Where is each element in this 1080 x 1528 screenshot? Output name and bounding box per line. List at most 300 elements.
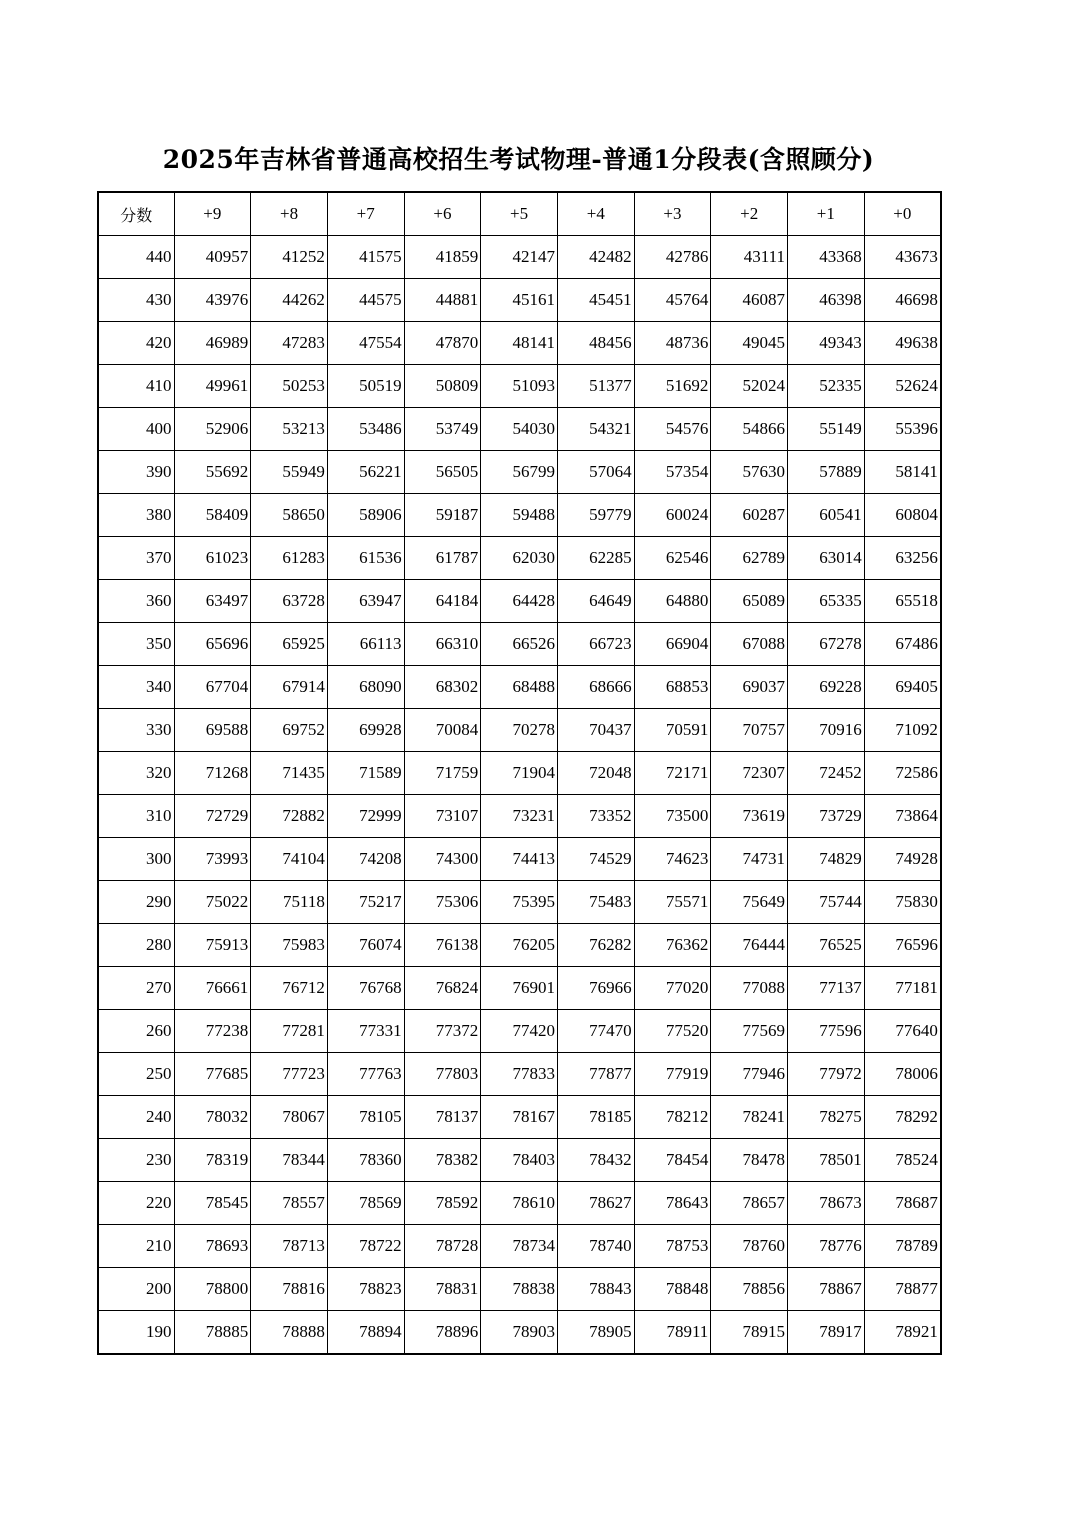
count-cell: 72171: [634, 752, 711, 795]
count-cell: 60287: [711, 494, 788, 537]
count-cell: 66113: [327, 623, 404, 666]
table-row: [98, 838, 941, 881]
table-row: [98, 279, 941, 322]
count-cell: 76362: [634, 924, 711, 967]
count-cell: 76074: [327, 924, 404, 967]
score-cell: 290: [98, 881, 174, 924]
score-cell: 350: [98, 623, 174, 666]
count-cell: 74529: [557, 838, 634, 881]
count-cell: 65696: [174, 623, 251, 666]
count-cell: 75483: [557, 881, 634, 924]
count-cell: 62789: [711, 537, 788, 580]
count-cell: 72048: [557, 752, 634, 795]
count-cell: 49638: [864, 322, 941, 365]
count-cell: 78610: [481, 1182, 558, 1225]
count-cell: 58141: [864, 451, 941, 494]
count-cell: 78728: [404, 1225, 481, 1268]
score-cell: 420: [98, 322, 174, 365]
count-cell: 77520: [634, 1010, 711, 1053]
table-row: [98, 1268, 941, 1311]
count-cell: 40957: [174, 236, 251, 279]
score-cell: 220: [98, 1182, 174, 1225]
count-cell: 52624: [864, 365, 941, 408]
count-cell: 75217: [327, 881, 404, 924]
count-cell: 77803: [404, 1053, 481, 1096]
count-cell: 55149: [788, 408, 865, 451]
count-cell: 78867: [788, 1268, 865, 1311]
count-cell: 78592: [404, 1182, 481, 1225]
count-cell: 69752: [251, 709, 328, 752]
count-cell: 61283: [251, 537, 328, 580]
count-cell: 57064: [557, 451, 634, 494]
table-row: [98, 580, 941, 623]
table-row: [98, 967, 941, 1010]
count-cell: 52906: [174, 408, 251, 451]
count-cell: 77372: [404, 1010, 481, 1053]
column-header-offset: +0: [864, 192, 941, 236]
score-cell: 260: [98, 1010, 174, 1053]
count-cell: 77020: [634, 967, 711, 1010]
count-cell: 54576: [634, 408, 711, 451]
table-row: [98, 1182, 941, 1225]
count-cell: 78831: [404, 1268, 481, 1311]
count-cell: 55396: [864, 408, 941, 451]
count-cell: 44575: [327, 279, 404, 322]
count-cell: 78915: [711, 1311, 788, 1355]
table-row: [98, 408, 941, 451]
count-cell: 73352: [557, 795, 634, 838]
count-cell: 78292: [864, 1096, 941, 1139]
count-cell: 78894: [327, 1311, 404, 1355]
table-row: [98, 537, 941, 580]
count-cell: 65925: [251, 623, 328, 666]
count-cell: 56505: [404, 451, 481, 494]
count-cell: 78403: [481, 1139, 558, 1182]
column-header-offset: +9: [174, 192, 251, 236]
count-cell: 44262: [251, 279, 328, 322]
score-cell: 200: [98, 1268, 174, 1311]
count-cell: 73729: [788, 795, 865, 838]
count-cell: 60804: [864, 494, 941, 537]
count-cell: 78753: [634, 1225, 711, 1268]
count-cell: 62030: [481, 537, 558, 580]
count-cell: 78643: [634, 1182, 711, 1225]
count-cell: 74731: [711, 838, 788, 881]
score-cell: 250: [98, 1053, 174, 1096]
count-cell: 78501: [788, 1139, 865, 1182]
count-cell: 53486: [327, 408, 404, 451]
table-row: [98, 1225, 941, 1268]
count-cell: 55949: [251, 451, 328, 494]
count-cell: 77331: [327, 1010, 404, 1053]
count-cell: 78275: [788, 1096, 865, 1139]
column-header-offset: +1: [788, 192, 865, 236]
count-cell: 51093: [481, 365, 558, 408]
table-row: [98, 322, 941, 365]
count-cell: 77238: [174, 1010, 251, 1053]
count-cell: 57889: [788, 451, 865, 494]
count-cell: 72586: [864, 752, 941, 795]
count-cell: 63497: [174, 580, 251, 623]
count-cell: 75022: [174, 881, 251, 924]
count-cell: 78800: [174, 1268, 251, 1311]
count-cell: 41575: [327, 236, 404, 279]
count-cell: 73500: [634, 795, 711, 838]
count-cell: 74623: [634, 838, 711, 881]
count-cell: 78734: [481, 1225, 558, 1268]
score-cell: 390: [98, 451, 174, 494]
count-cell: 75306: [404, 881, 481, 924]
count-cell: 46087: [711, 279, 788, 322]
count-cell: 77763: [327, 1053, 404, 1096]
count-cell: 74300: [404, 838, 481, 881]
count-cell: 77596: [788, 1010, 865, 1053]
count-cell: 78006: [864, 1053, 941, 1096]
count-cell: 53749: [404, 408, 481, 451]
count-cell: 57354: [634, 451, 711, 494]
count-cell: 67704: [174, 666, 251, 709]
count-cell: 77919: [634, 1053, 711, 1096]
count-cell: 70916: [788, 709, 865, 752]
count-cell: 51377: [557, 365, 634, 408]
count-cell: 60541: [788, 494, 865, 537]
table-row: [98, 709, 941, 752]
count-cell: 72882: [251, 795, 328, 838]
count-cell: 59488: [481, 494, 558, 537]
count-cell: 76282: [557, 924, 634, 967]
count-cell: 68666: [557, 666, 634, 709]
count-cell: 63256: [864, 537, 941, 580]
count-cell: 78921: [864, 1311, 941, 1355]
count-cell: 42482: [557, 236, 634, 279]
count-cell: 67914: [251, 666, 328, 709]
count-cell: 77569: [711, 1010, 788, 1053]
page-title: 2025年吉林省普通高校招生考试物理-普通1分段表(含照顾分): [162, 145, 875, 174]
count-cell: 78137: [404, 1096, 481, 1139]
count-cell: 69928: [327, 709, 404, 752]
table-row: [98, 1311, 941, 1355]
count-cell: 71268: [174, 752, 251, 795]
count-cell: 43111: [711, 236, 788, 279]
count-cell: 50809: [404, 365, 481, 408]
count-cell: 54866: [711, 408, 788, 451]
count-cell: 75830: [864, 881, 941, 924]
count-cell: 69228: [788, 666, 865, 709]
table-body: [98, 236, 941, 1355]
count-cell: 78627: [557, 1182, 634, 1225]
count-cell: 78848: [634, 1268, 711, 1311]
table-row: [98, 795, 941, 838]
count-cell: 73619: [711, 795, 788, 838]
count-cell: 74104: [251, 838, 328, 881]
count-cell: 64428: [481, 580, 558, 623]
count-cell: 61023: [174, 537, 251, 580]
count-cell: 78478: [711, 1139, 788, 1182]
count-cell: 71904: [481, 752, 558, 795]
count-cell: 77640: [864, 1010, 941, 1053]
column-header-offset: +5: [481, 192, 558, 236]
table-row: [98, 494, 941, 537]
table-row: [98, 451, 941, 494]
score-distribution-table: [97, 191, 942, 1355]
count-cell: 78382: [404, 1139, 481, 1182]
count-cell: 78687: [864, 1182, 941, 1225]
count-cell: 47554: [327, 322, 404, 365]
count-cell: 78905: [557, 1311, 634, 1355]
count-cell: 75983: [251, 924, 328, 967]
count-cell: 72452: [788, 752, 865, 795]
count-cell: 78911: [634, 1311, 711, 1355]
table-row: [98, 1053, 941, 1096]
count-cell: 74208: [327, 838, 404, 881]
count-cell: 76661: [174, 967, 251, 1010]
count-cell: 51692: [634, 365, 711, 408]
count-cell: 76138: [404, 924, 481, 967]
count-cell: 56221: [327, 451, 404, 494]
score-cell: 320: [98, 752, 174, 795]
count-cell: 76596: [864, 924, 941, 967]
count-cell: 78903: [481, 1311, 558, 1355]
count-cell: 65518: [864, 580, 941, 623]
count-cell: 48141: [481, 322, 558, 365]
count-cell: 67088: [711, 623, 788, 666]
count-cell: 58906: [327, 494, 404, 537]
count-cell: 78789: [864, 1225, 941, 1268]
count-cell: 78185: [557, 1096, 634, 1139]
count-cell: 53213: [251, 408, 328, 451]
count-cell: 68853: [634, 666, 711, 709]
count-cell: 77877: [557, 1053, 634, 1096]
count-cell: 68302: [404, 666, 481, 709]
score-cell: 330: [98, 709, 174, 752]
count-cell: 73993: [174, 838, 251, 881]
count-cell: 66904: [634, 623, 711, 666]
count-cell: 48456: [557, 322, 634, 365]
column-header-offset: +3: [634, 192, 711, 236]
count-cell: 71092: [864, 709, 941, 752]
count-cell: 78657: [711, 1182, 788, 1225]
count-cell: 42147: [481, 236, 558, 279]
score-cell: 400: [98, 408, 174, 451]
count-cell: 75571: [634, 881, 711, 924]
count-cell: 45451: [557, 279, 634, 322]
column-header-offset: +4: [557, 192, 634, 236]
count-cell: 78454: [634, 1139, 711, 1182]
count-cell: 43368: [788, 236, 865, 279]
table-row: [98, 236, 941, 279]
count-cell: 69405: [864, 666, 941, 709]
count-cell: 70757: [711, 709, 788, 752]
score-cell: 270: [98, 967, 174, 1010]
count-cell: 75395: [481, 881, 558, 924]
count-cell: 78319: [174, 1139, 251, 1182]
count-cell: 73231: [481, 795, 558, 838]
score-cell: 240: [98, 1096, 174, 1139]
count-cell: 75913: [174, 924, 251, 967]
count-cell: 77088: [711, 967, 788, 1010]
count-cell: 70591: [634, 709, 711, 752]
count-cell: 78816: [251, 1268, 328, 1311]
count-cell: 78838: [481, 1268, 558, 1311]
count-cell: 68488: [481, 666, 558, 709]
count-cell: 78557: [251, 1182, 328, 1225]
count-cell: 67486: [864, 623, 941, 666]
count-cell: 58409: [174, 494, 251, 537]
count-cell: 74829: [788, 838, 865, 881]
count-cell: 64649: [557, 580, 634, 623]
count-cell: 71589: [327, 752, 404, 795]
count-cell: 49343: [788, 322, 865, 365]
table-row: [98, 623, 941, 666]
table-row: [98, 881, 941, 924]
count-cell: 68090: [327, 666, 404, 709]
count-cell: 62285: [557, 537, 634, 580]
count-cell: 73107: [404, 795, 481, 838]
count-cell: 72999: [327, 795, 404, 838]
count-cell: 75649: [711, 881, 788, 924]
count-cell: 78241: [711, 1096, 788, 1139]
score-cell: 300: [98, 838, 174, 881]
count-cell: 58650: [251, 494, 328, 537]
count-cell: 72307: [711, 752, 788, 795]
count-cell: 78856: [711, 1268, 788, 1311]
count-cell: 47870: [404, 322, 481, 365]
count-cell: 78776: [788, 1225, 865, 1268]
table-row: [98, 924, 941, 967]
count-cell: 76901: [481, 967, 558, 1010]
count-cell: 78888: [251, 1311, 328, 1355]
score-cell: 280: [98, 924, 174, 967]
count-cell: 77181: [864, 967, 941, 1010]
count-cell: 69588: [174, 709, 251, 752]
count-cell: 78432: [557, 1139, 634, 1182]
count-cell: 59187: [404, 494, 481, 537]
count-cell: 76525: [788, 924, 865, 967]
score-cell: 410: [98, 365, 174, 408]
count-cell: 54321: [557, 408, 634, 451]
count-cell: 50519: [327, 365, 404, 408]
score-cell: 360: [98, 580, 174, 623]
count-cell: 73864: [864, 795, 941, 838]
count-cell: 76444: [711, 924, 788, 967]
score-cell: 370: [98, 537, 174, 580]
count-cell: 62546: [634, 537, 711, 580]
count-cell: 77470: [557, 1010, 634, 1053]
count-cell: 77685: [174, 1053, 251, 1096]
count-cell: 41252: [251, 236, 328, 279]
count-cell: 78167: [481, 1096, 558, 1139]
count-cell: 77972: [788, 1053, 865, 1096]
count-cell: 75118: [251, 881, 328, 924]
count-cell: 76966: [557, 967, 634, 1010]
score-cell: 230: [98, 1139, 174, 1182]
count-cell: 66526: [481, 623, 558, 666]
count-cell: 75744: [788, 881, 865, 924]
count-cell: 78212: [634, 1096, 711, 1139]
count-cell: 78344: [251, 1139, 328, 1182]
count-cell: 77833: [481, 1053, 558, 1096]
count-cell: 52024: [711, 365, 788, 408]
count-cell: 78545: [174, 1182, 251, 1225]
score-cell: 210: [98, 1225, 174, 1268]
table-row: [98, 752, 941, 795]
count-cell: 78105: [327, 1096, 404, 1139]
count-cell: 71435: [251, 752, 328, 795]
count-cell: 43976: [174, 279, 251, 322]
count-cell: 63947: [327, 580, 404, 623]
column-header-offset: +7: [327, 192, 404, 236]
count-cell: 65335: [788, 580, 865, 623]
count-cell: 70278: [481, 709, 558, 752]
count-cell: 56799: [481, 451, 558, 494]
count-cell: 78760: [711, 1225, 788, 1268]
count-cell: 52335: [788, 365, 865, 408]
count-cell: 78722: [327, 1225, 404, 1268]
column-header-offset: +6: [404, 192, 481, 236]
count-cell: 69037: [711, 666, 788, 709]
count-cell: 48736: [634, 322, 711, 365]
count-cell: 55692: [174, 451, 251, 494]
count-cell: 60024: [634, 494, 711, 537]
count-cell: 78524: [864, 1139, 941, 1182]
count-cell: 78917: [788, 1311, 865, 1355]
column-header-offset: +2: [711, 192, 788, 236]
count-cell: 42786: [634, 236, 711, 279]
count-cell: 74928: [864, 838, 941, 881]
count-cell: 77137: [788, 967, 865, 1010]
count-cell: 46398: [788, 279, 865, 322]
count-cell: 43673: [864, 236, 941, 279]
count-cell: 49045: [711, 322, 788, 365]
count-cell: 78740: [557, 1225, 634, 1268]
count-cell: 78885: [174, 1311, 251, 1355]
table-row: [98, 365, 941, 408]
count-cell: 63728: [251, 580, 328, 623]
count-cell: 46698: [864, 279, 941, 322]
count-cell: 78032: [174, 1096, 251, 1139]
count-cell: 78843: [557, 1268, 634, 1311]
table-header-row: [98, 192, 941, 236]
count-cell: 44881: [404, 279, 481, 322]
score-cell: 440: [98, 236, 174, 279]
table-row: [98, 1010, 941, 1053]
table-row: [98, 1139, 941, 1182]
count-cell: 77946: [711, 1053, 788, 1096]
count-cell: 67278: [788, 623, 865, 666]
count-cell: 59779: [557, 494, 634, 537]
count-cell: 63014: [788, 537, 865, 580]
score-cell: 340: [98, 666, 174, 709]
count-cell: 46989: [174, 322, 251, 365]
score-cell: 430: [98, 279, 174, 322]
count-cell: 78693: [174, 1225, 251, 1268]
count-cell: 78360: [327, 1139, 404, 1182]
count-cell: 45161: [481, 279, 558, 322]
count-cell: 78713: [251, 1225, 328, 1268]
count-cell: 47283: [251, 322, 328, 365]
count-cell: 78896: [404, 1311, 481, 1355]
count-cell: 66723: [557, 623, 634, 666]
table-row: [98, 666, 941, 709]
count-cell: 61536: [327, 537, 404, 580]
count-cell: 78067: [251, 1096, 328, 1139]
score-cell: 190: [98, 1311, 174, 1355]
count-cell: 57630: [711, 451, 788, 494]
column-header-offset: +8: [251, 192, 328, 236]
count-cell: 76824: [404, 967, 481, 1010]
count-cell: 76205: [481, 924, 558, 967]
count-cell: 78823: [327, 1268, 404, 1311]
